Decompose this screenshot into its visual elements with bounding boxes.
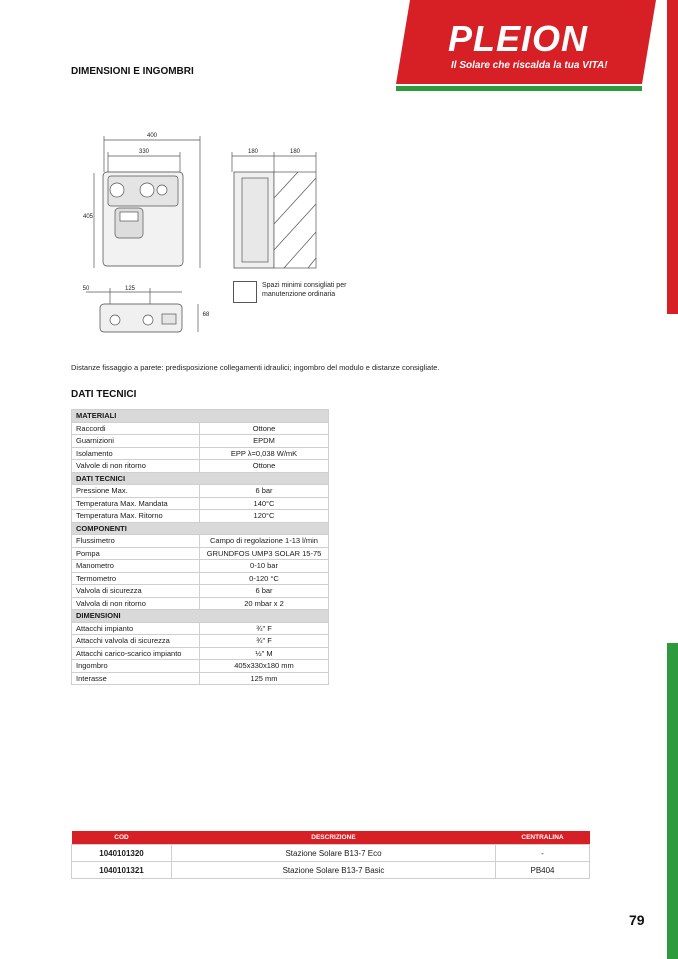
spec-cell: Isolamento xyxy=(72,447,200,460)
spec-cell: Manometro xyxy=(72,560,200,573)
spec-cell: Temperatura Max. Mandata xyxy=(72,497,200,510)
spec-cell: 120°C xyxy=(200,510,329,523)
spec-cell: MATERIALI xyxy=(72,410,329,423)
legend-swatch xyxy=(233,281,257,303)
spec-cell: GRUNDFOS UMP3 SOLAR 15-75 xyxy=(200,547,329,560)
spec-cell: EPP λ=0,038 W/mK xyxy=(200,447,329,460)
spec-cell: DIMENSIONI xyxy=(72,610,329,623)
spec-section-row xyxy=(72,522,329,535)
spec-cell: Attacchi carico-scarico impianto xyxy=(72,647,200,660)
spec-cell: Valvole di non ritorno xyxy=(72,460,200,473)
spec-section-row xyxy=(72,410,329,423)
spec-cell: 140°C xyxy=(200,497,329,510)
tech-title: DATI TECNICI xyxy=(71,389,137,400)
spec-cell: Termometro xyxy=(72,572,200,585)
code-row xyxy=(72,845,590,862)
spec-cell: Valvola di non ritorno xyxy=(72,597,200,610)
spec-table xyxy=(71,409,329,685)
legend-line-1: Spazi minimi consigliati per xyxy=(262,282,347,289)
legend-text xyxy=(262,281,346,299)
spec-cell: 125 mm xyxy=(200,672,329,685)
code-cell: 1040101320 xyxy=(72,845,172,862)
spec-cell: 20 mbar x 2 xyxy=(200,597,329,610)
code-table xyxy=(71,831,590,879)
spec-cell: Raccordi xyxy=(72,422,200,435)
spec-row xyxy=(72,447,329,460)
description-cell: Stazione Solare B13-7 Eco xyxy=(172,845,496,862)
spec-row xyxy=(72,660,329,673)
spec-cell: Flussimetro xyxy=(72,535,200,548)
spec-row xyxy=(72,622,329,635)
dim-180-a: 180 xyxy=(247,149,259,155)
code-cell: 1040101321 xyxy=(72,862,172,879)
spec-cell: EPDM xyxy=(200,435,329,448)
spec-cell: Ingombro xyxy=(72,660,200,673)
spec-row xyxy=(72,510,329,523)
spec-cell: Attacchi impianto xyxy=(72,622,200,635)
spec-cell: ¾" F xyxy=(200,622,329,635)
spec-cell: Ottone xyxy=(200,460,329,473)
spec-cell: Pompa xyxy=(72,547,200,560)
description-cell: Stazione Solare B13-7 Basic xyxy=(172,862,496,879)
code-table-header xyxy=(72,831,590,845)
spec-row xyxy=(72,460,329,473)
spec-cell: Guarnizioni xyxy=(72,435,200,448)
spec-section-row xyxy=(72,472,329,485)
header-centralina: CENTRALINA xyxy=(496,831,590,845)
spec-row xyxy=(72,635,329,648)
spec-section-row xyxy=(72,610,329,623)
header-descrizione: DESCRIZIONE xyxy=(172,831,496,845)
dim-180-b: 180 xyxy=(289,149,301,155)
spec-row xyxy=(72,560,329,573)
dim-68: 68 xyxy=(202,312,210,318)
spec-cell: Attacchi valvola di sicurezza xyxy=(72,635,200,648)
drawing-caption: Distanze fissaggio a parete: predisposizione collegamenti idraulici; ingombro del modulo e distanze consigliate. xyxy=(71,363,440,372)
spec-cell: ¾" F xyxy=(200,635,329,648)
technical-drawing xyxy=(70,128,350,353)
dimensions-title: DIMENSIONI E INGOMBRI xyxy=(71,66,194,77)
spec-cell: 6 bar xyxy=(200,585,329,598)
spec-cell: 405x330x180 mm xyxy=(200,660,329,673)
side-bar-green xyxy=(667,643,678,959)
spec-cell: Valvola di sicurezza xyxy=(72,585,200,598)
spec-cell: 0-10 bar xyxy=(200,560,329,573)
green-stripe xyxy=(396,86,642,91)
spec-row xyxy=(72,422,329,435)
dim-125: 125 xyxy=(124,286,136,292)
centralina-cell: PB404 xyxy=(496,862,590,879)
spec-row xyxy=(72,572,329,585)
spec-cell: ½" M xyxy=(200,647,329,660)
spec-cell: Ottone xyxy=(200,422,329,435)
spec-cell: Temperatura Max. Ritorno xyxy=(72,510,200,523)
spec-cell: 6 bar xyxy=(200,485,329,498)
spec-cell: Interasse xyxy=(72,672,200,685)
spec-row xyxy=(72,647,329,660)
brand-tagline: Il Solare che riscalda la tua VITA! xyxy=(451,60,608,71)
dim-50: 50 xyxy=(82,286,90,292)
spec-row xyxy=(72,547,329,560)
side-bar-red xyxy=(667,0,678,314)
spec-cell: Campo di regolazione 1-13 l/min xyxy=(200,535,329,548)
spec-row xyxy=(72,535,329,548)
brand-logo: PLEION xyxy=(448,18,589,59)
legend-line-2: manutenzione ordinaria xyxy=(262,291,336,298)
spec-cell: 0-120 °C xyxy=(200,572,329,585)
spec-row xyxy=(72,435,329,448)
spec-row xyxy=(72,585,329,598)
spec-cell: Pressione Max. xyxy=(72,485,200,498)
spec-cell: COMPONENTI xyxy=(72,522,329,535)
spec-row xyxy=(72,597,329,610)
dim-400: 400 xyxy=(146,133,158,139)
centralina-cell: - xyxy=(496,845,590,862)
spec-cell: DATI TECNICI xyxy=(72,472,329,485)
spec-row xyxy=(72,497,329,510)
code-row xyxy=(72,862,590,879)
spec-row xyxy=(72,485,329,498)
spec-row xyxy=(72,672,329,685)
dim-405: 405 xyxy=(82,214,94,220)
dim-330: 330 xyxy=(138,149,150,155)
header-cod: COD xyxy=(72,831,172,845)
page-number: 79 xyxy=(629,912,645,928)
